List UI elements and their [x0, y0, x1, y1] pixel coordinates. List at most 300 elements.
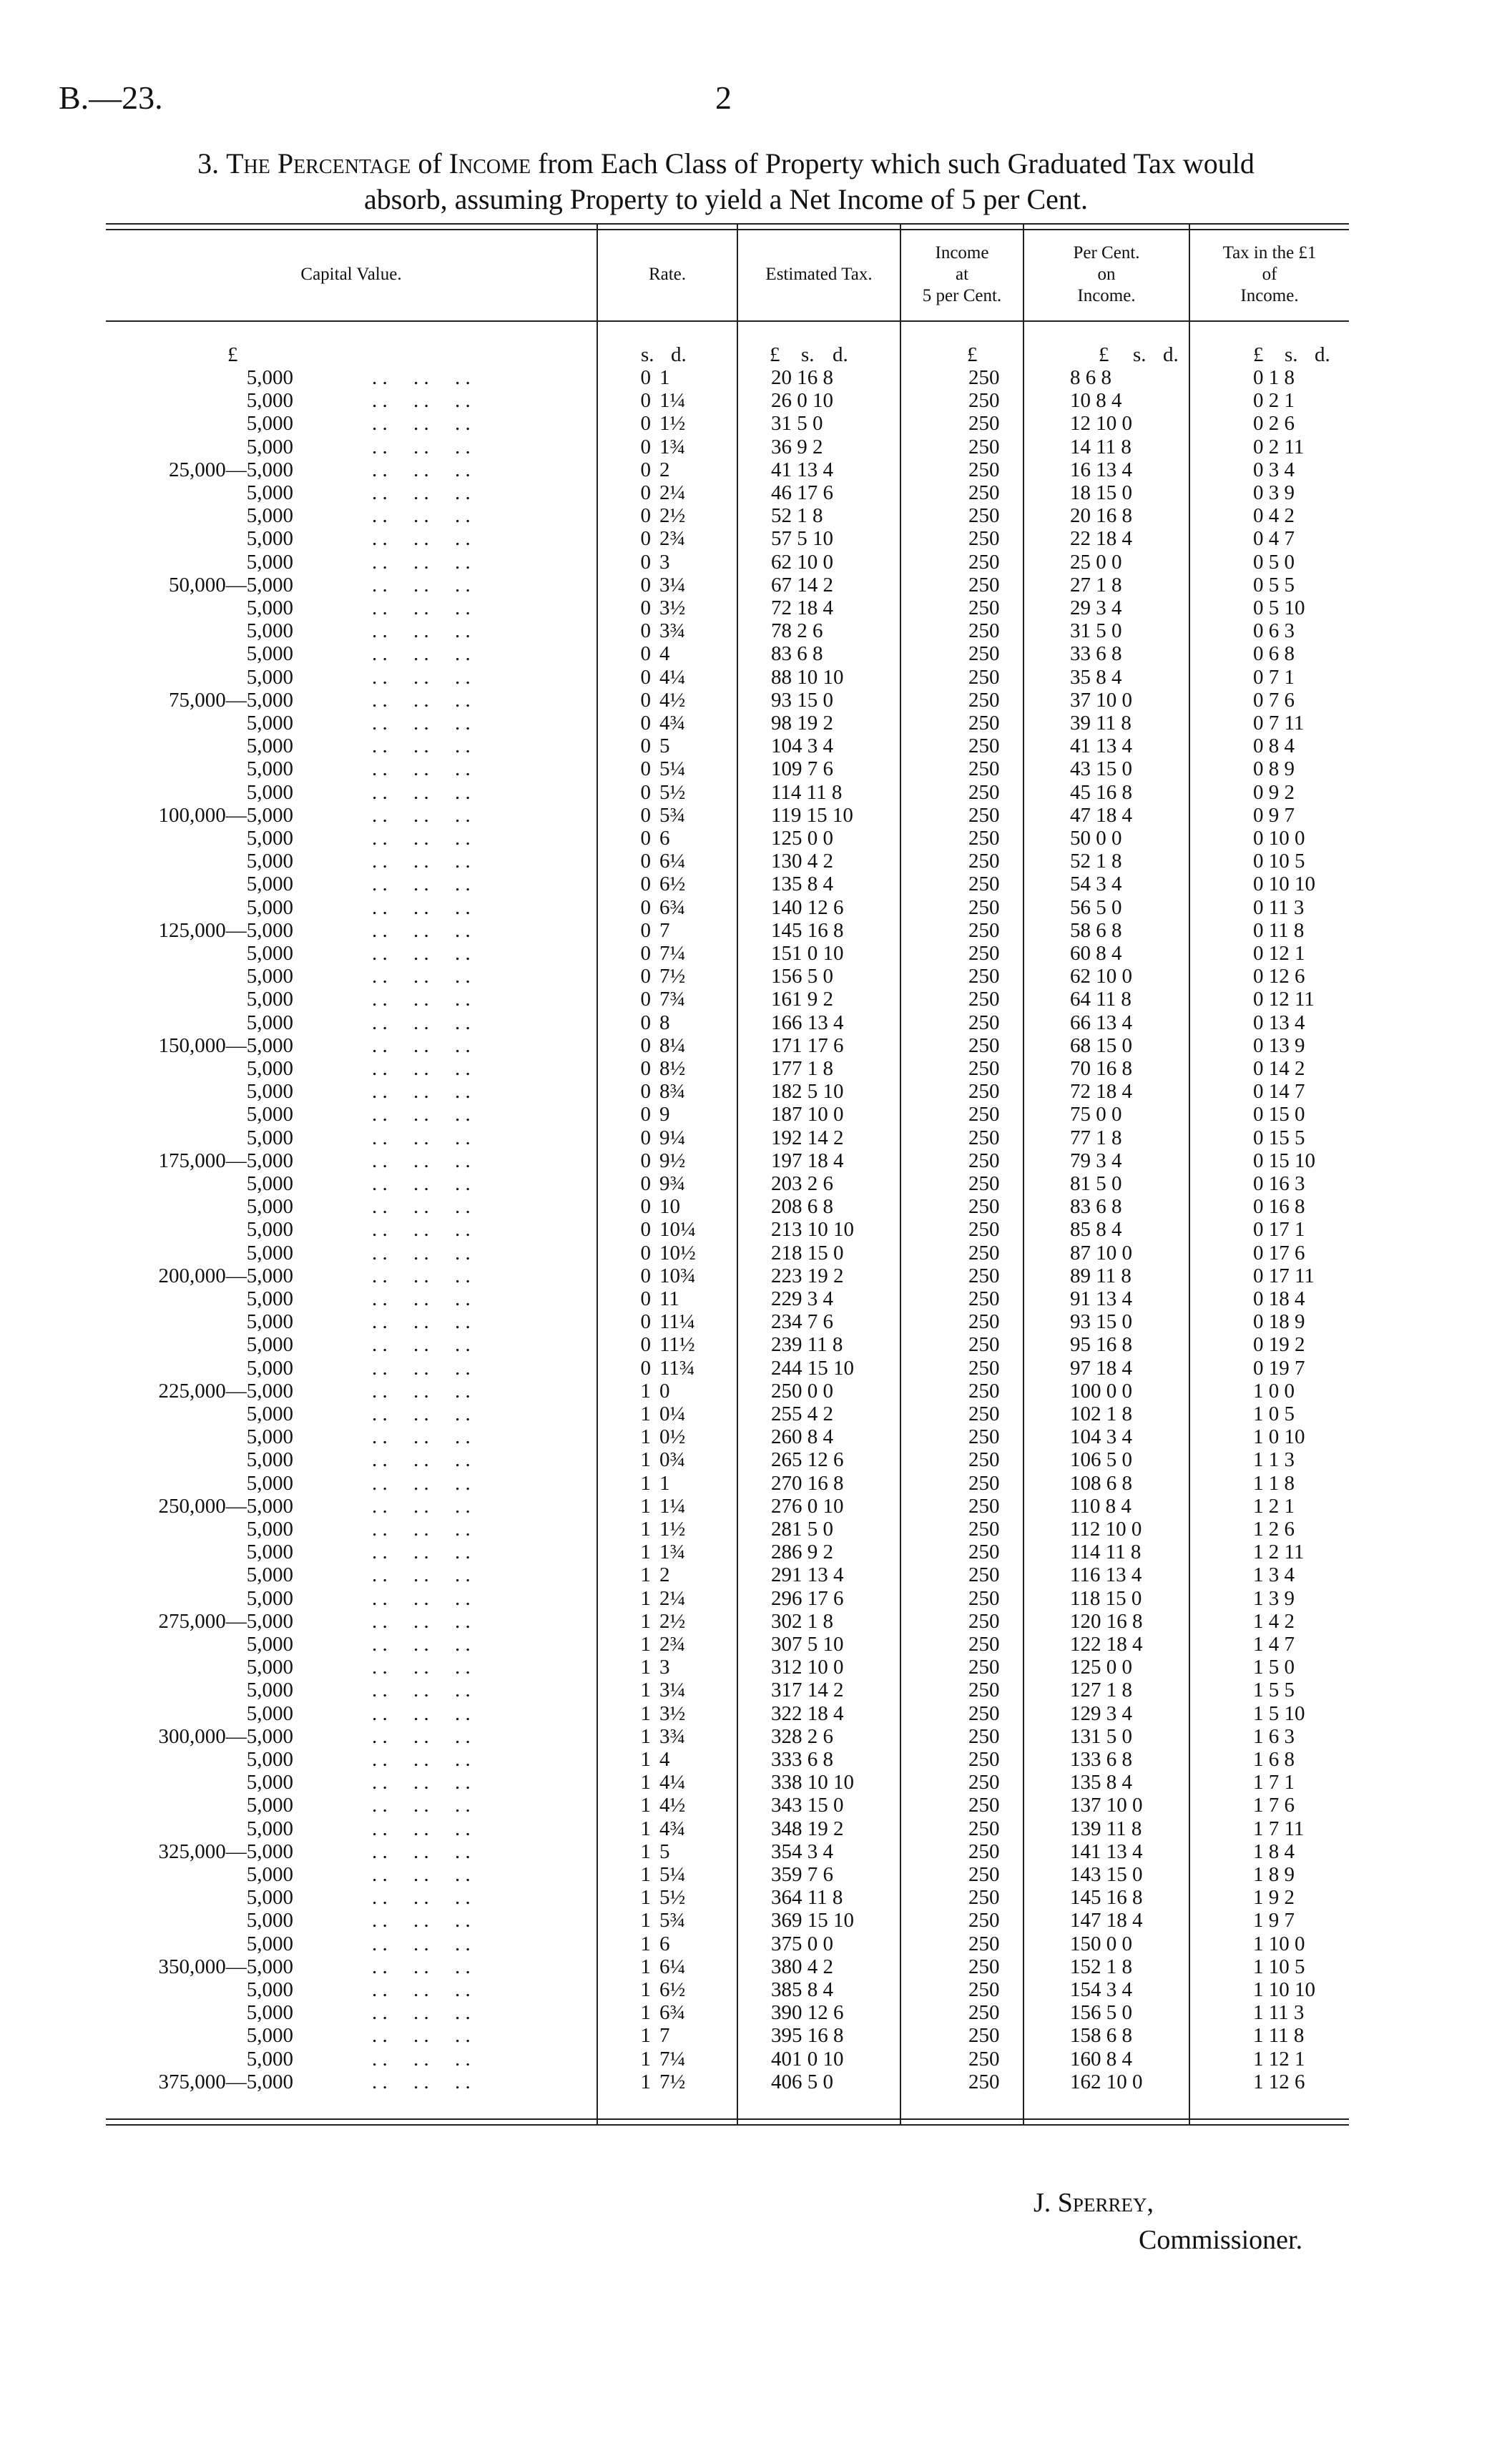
rate-shillings: 0 [640, 1172, 651, 1195]
capital-value: 5,000 [246, 1057, 293, 1080]
unit-tax-l: £ [770, 343, 780, 366]
tax-in-pound: 0 17 11 [1253, 1264, 1315, 1287]
table-row [106, 1932, 1349, 1955]
estimated-tax: 229 3 4 [771, 1287, 833, 1310]
estimated-tax: 203 2 6 [771, 1172, 833, 1195]
income-value: 250 [968, 527, 1000, 551]
rate-shillings: 0 [640, 1011, 651, 1034]
income-value: 250 [968, 550, 1000, 574]
table-row [106, 1587, 1349, 1610]
tax-in-pound: 1 10 0 [1253, 1932, 1305, 1955]
income-value: 250 [968, 366, 1000, 389]
rate-pence: 5½ [659, 1886, 686, 1910]
estimated-tax: 369 15 10 [771, 1909, 854, 1932]
income-value: 250 [968, 596, 1000, 619]
title-word-of: of [418, 147, 442, 180]
table-row [106, 1518, 1349, 1541]
rate-pence: 1¾ [659, 435, 686, 458]
unit-tax-s: s. [801, 343, 815, 366]
capital-value: 5,000 [246, 1563, 293, 1587]
table-row [106, 1563, 1349, 1586]
rate-pence: 11¾ [659, 1356, 695, 1380]
rate-shillings: 1 [640, 1448, 651, 1472]
rate-shillings: 0 [640, 850, 651, 873]
leader-dots: . . . . . . [372, 527, 471, 551]
table-row [106, 551, 1349, 574]
table-bottom-rule [106, 2118, 1349, 2120]
leader-dots: . . . . . . [372, 1471, 471, 1495]
leader-dots: . . . . . . [372, 1656, 471, 1679]
estimated-tax: 348 19 2 [771, 1817, 844, 1840]
estimated-tax: 93 15 0 [771, 688, 833, 712]
income-value: 250 [968, 2047, 1000, 2071]
capital-value: 5,000 [246, 1195, 293, 1219]
per-cent-on-income: 45 16 8 [1070, 780, 1132, 804]
tax-table [106, 223, 1349, 2124]
capital-value: 50,000—5,000 [169, 573, 293, 596]
per-cent-on-income: 152 1 8 [1070, 1955, 1132, 1978]
rate-shillings: 1 [640, 1679, 651, 1702]
leader-dots: . . . . . . [372, 1609, 471, 1633]
header-income-line-1: Income [935, 243, 989, 262]
leader-dots: . . . . . . [372, 712, 471, 735]
income-value: 250 [968, 1518, 1000, 1541]
per-cent-on-income: 87 10 0 [1070, 1241, 1132, 1264]
per-cent-on-income: 12 10 0 [1070, 412, 1132, 436]
title-word-income: Income [448, 147, 531, 180]
per-cent-on-income: 54 3 4 [1070, 873, 1122, 896]
table-row [106, 1495, 1349, 1518]
capital-value: 125,000—5,000 [158, 918, 293, 942]
tax-in-pound: 0 8 4 [1253, 735, 1295, 758]
leader-dots: . . . . . . [372, 389, 471, 413]
leader-dots: . . . . . . [372, 1978, 471, 2001]
leader-dots: . . . . . . [372, 1541, 471, 1564]
tax-in-pound: 0 9 7 [1253, 803, 1295, 827]
income-value: 250 [968, 619, 1000, 643]
header-per-cent [1024, 229, 1189, 320]
capital-value: 5,000 [246, 435, 293, 458]
estimated-tax: 328 2 6 [771, 1724, 833, 1748]
leader-dots: . . . . . . [372, 1356, 471, 1380]
per-cent-on-income: 22 18 4 [1070, 527, 1132, 551]
estimated-tax: 171 17 6 [771, 1033, 844, 1057]
capital-value: 200,000—5,000 [158, 1264, 293, 1287]
income-value: 250 [968, 1287, 1000, 1310]
unit-pound-d: d. [1315, 343, 1330, 366]
income-value: 250 [968, 389, 1000, 413]
income-value: 250 [968, 1126, 1000, 1149]
rate-shillings: 1 [640, 2001, 651, 2025]
title-rest: from Each Class of Property which such Graduated Tax would [538, 147, 1255, 180]
header-per-cent-line-1: Per Cent. [1073, 243, 1140, 262]
income-value: 250 [968, 895, 1000, 919]
unit-pound-l: £ [1253, 343, 1264, 366]
per-cent-on-income: 20 16 8 [1070, 504, 1132, 528]
signature-role: Commissioner. [1139, 2225, 1303, 2255]
tax-in-pound: 1 12 1 [1253, 2047, 1305, 2071]
rate-shillings: 0 [640, 688, 651, 712]
tax-in-pound: 0 4 2 [1253, 504, 1295, 528]
rate-pence: 7½ [659, 965, 686, 988]
rate-pence: 10 [659, 1195, 680, 1219]
estimated-tax: 260 8 4 [771, 1425, 833, 1449]
rate-pence: 8 [659, 1011, 670, 1034]
capital-value: 5,000 [246, 942, 293, 965]
leader-dots: . . . . . . [372, 1563, 471, 1587]
income-value: 250 [968, 1195, 1000, 1219]
rate-shillings: 0 [640, 1149, 651, 1172]
estimated-tax: 88 10 10 [771, 665, 844, 689]
rate-shillings: 0 [640, 1057, 651, 1080]
per-cent-on-income: 68 15 0 [1070, 1033, 1132, 1057]
rate-shillings: 1 [640, 1748, 651, 1771]
tax-in-pound: 1 9 7 [1253, 1909, 1295, 1932]
income-value: 250 [968, 1379, 1000, 1403]
tax-in-pound: 1 1 8 [1253, 1471, 1295, 1495]
capital-value: 5,000 [246, 1218, 293, 1242]
rate-shillings: 0 [640, 366, 651, 389]
rate-shillings: 0 [640, 527, 651, 551]
capital-value: 175,000—5,000 [158, 1149, 293, 1172]
leader-dots: . . . . . . [372, 1264, 471, 1287]
income-value: 250 [968, 1932, 1000, 1955]
table-row [106, 1909, 1349, 1932]
income-value: 250 [968, 780, 1000, 804]
income-value: 250 [968, 850, 1000, 873]
capital-value: 5,000 [246, 850, 293, 873]
rate-pence: 5¾ [659, 803, 686, 827]
estimated-tax: 338 10 10 [771, 1771, 854, 1794]
capital-value: 5,000 [246, 873, 293, 896]
per-cent-on-income: 137 10 0 [1070, 1794, 1143, 1817]
leader-dots: . . . . . . [372, 895, 471, 919]
income-value: 250 [968, 1955, 1000, 1978]
per-cent-on-income: 85 8 4 [1070, 1218, 1122, 1242]
rate-pence: 4¼ [659, 665, 686, 689]
leader-dots: . . . . . . [372, 481, 471, 504]
table-row [106, 1955, 1349, 1978]
per-cent-on-income: 127 1 8 [1070, 1679, 1132, 1702]
per-cent-on-income: 83 6 8 [1070, 1195, 1122, 1219]
leader-dots: . . . . . . [372, 573, 471, 596]
tax-in-pound: 0 17 6 [1253, 1241, 1305, 1264]
rate-pence: 3¼ [659, 1679, 686, 1702]
table-row [106, 1057, 1349, 1080]
capital-value: 5,000 [246, 1172, 293, 1195]
estimated-tax: 140 12 6 [771, 895, 844, 919]
capital-value: 300,000—5,000 [158, 1724, 293, 1748]
capital-value: 5,000 [246, 1909, 293, 1932]
leader-dots: . . . . . . [372, 1218, 471, 1242]
per-cent-on-income: 122 18 4 [1070, 1633, 1143, 1656]
income-value: 250 [968, 1909, 1000, 1932]
leader-dots: . . . . . . [372, 1909, 471, 1932]
income-value: 250 [968, 2024, 1000, 2048]
income-value: 250 [968, 1794, 1000, 1817]
leader-dots: . . . . . . [372, 2047, 471, 2071]
table-row [106, 1817, 1349, 1840]
table-row [106, 1840, 1349, 1863]
title-line-2: absorb, assuming Property to yield a Net Income of 5 per Cent. [364, 183, 1088, 215]
leader-dots: . . . . . . [372, 665, 471, 689]
tax-in-pound: 1 12 6 [1253, 2070, 1305, 2093]
tax-in-pound: 0 10 0 [1253, 827, 1305, 850]
tax-in-pound: 0 16 8 [1253, 1195, 1305, 1219]
per-cent-on-income: 145 16 8 [1070, 1886, 1143, 1910]
tax-in-pound: 0 6 8 [1253, 642, 1295, 666]
unit-rate-s: s. [641, 343, 654, 366]
rate-pence: 3 [659, 550, 670, 574]
leader-dots: . . . . . . [372, 988, 471, 1011]
table-row [106, 1541, 1349, 1563]
rate-shillings: 1 [640, 1656, 651, 1679]
per-cent-on-income: 37 10 0 [1070, 688, 1132, 712]
tax-in-pound: 0 11 8 [1253, 918, 1305, 942]
rate-shillings: 1 [640, 1794, 651, 1817]
capital-value: 75,000—5,000 [169, 688, 293, 712]
per-cent-on-income: 106 5 0 [1070, 1448, 1132, 1472]
rate-shillings: 0 [640, 1287, 651, 1310]
estimated-tax: 395 16 8 [771, 2024, 844, 2048]
estimated-tax: 218 15 0 [771, 1241, 844, 1264]
capital-value: 5,000 [246, 1701, 293, 1725]
leader-dots: . . . . . . [372, 827, 471, 850]
per-cent-on-income: 25 0 0 [1070, 550, 1122, 574]
per-cent-on-income: 62 10 0 [1070, 965, 1132, 988]
rate-shillings: 1 [640, 1609, 651, 1633]
per-cent-on-income: 133 6 8 [1070, 1748, 1132, 1771]
capital-value: 5,000 [246, 1541, 293, 1564]
income-value: 250 [968, 1149, 1000, 1172]
table-row [106, 712, 1349, 735]
tax-in-pound: 1 9 2 [1253, 1886, 1295, 1910]
leader-dots: . . . . . . [372, 1748, 471, 1771]
tax-in-pound: 1 7 6 [1253, 1794, 1295, 1817]
table-row [106, 1149, 1349, 1172]
estimated-tax: 322 18 4 [771, 1701, 844, 1725]
leader-dots: . . . . . . [372, 1724, 471, 1748]
per-cent-on-income: 35 8 4 [1070, 665, 1122, 689]
estimated-tax: 354 3 4 [771, 1840, 833, 1863]
capital-value: 350,000—5,000 [158, 1955, 293, 1978]
leader-dots: . . . . . . [372, 1448, 471, 1472]
rate-pence: 5½ [659, 780, 686, 804]
table-row [106, 1702, 1349, 1725]
per-cent-on-income: 64 11 8 [1070, 988, 1131, 1011]
capital-value: 5,000 [246, 827, 293, 850]
rate-shillings: 0 [640, 596, 651, 619]
rate-shillings: 1 [640, 1541, 651, 1564]
capital-value: 5,000 [246, 1817, 293, 1840]
tax-in-pound: 1 7 11 [1253, 1817, 1305, 1840]
rate-pence: 2½ [659, 504, 686, 528]
estimated-tax: 98 19 2 [771, 712, 833, 735]
estimated-tax: 78 2 6 [771, 619, 823, 643]
rate-pence: 0¼ [659, 1403, 686, 1425]
estimated-tax: 197 18 4 [771, 1149, 844, 1172]
capital-value: 100,000—5,000 [158, 803, 293, 827]
leader-dots: . . . . . . [372, 1771, 471, 1794]
tax-in-pound: 0 14 7 [1253, 1080, 1305, 1104]
rate-pence: 7¾ [659, 988, 686, 1011]
tax-in-pound: 1 5 0 [1253, 1656, 1295, 1679]
rate-shillings: 0 [640, 642, 651, 666]
estimated-tax: 192 14 2 [771, 1126, 844, 1149]
leader-dots: . . . . . . [372, 1840, 471, 1863]
rate-pence: 2¾ [659, 527, 686, 551]
tax-in-pound: 0 15 0 [1253, 1103, 1305, 1126]
estimated-tax: 31 5 0 [771, 412, 823, 436]
per-cent-on-income: 72 18 4 [1070, 1080, 1132, 1104]
rate-pence: 8½ [659, 1057, 686, 1080]
income-value: 250 [968, 573, 1000, 596]
capital-value: 5,000 [246, 712, 293, 735]
capital-value: 5,000 [246, 1863, 293, 1886]
rate-shillings: 0 [640, 1195, 651, 1219]
rate-shillings: 1 [640, 1563, 651, 1587]
capital-value: 5,000 [246, 1287, 293, 1310]
rate-pence: 9¾ [659, 1172, 686, 1195]
tax-in-pound: 0 5 5 [1253, 573, 1295, 596]
table-row [106, 781, 1349, 804]
rate-pence: 11 [659, 1287, 679, 1310]
tax-in-pound: 1 8 4 [1253, 1840, 1295, 1863]
leader-dots: . . . . . . [372, 965, 471, 988]
header-income-line-2: at [955, 265, 969, 284]
income-value: 250 [968, 1633, 1000, 1656]
leader-dots: . . . . . . [372, 942, 471, 965]
capital-value: 5,000 [246, 642, 293, 666]
tax-in-pound: 0 17 1 [1253, 1218, 1305, 1242]
capital-value: 5,000 [246, 895, 293, 919]
leader-dots: . . . . . . [372, 873, 471, 896]
leader-dots: . . . . . . [372, 1863, 471, 1886]
capital-value: 5,000 [246, 1310, 293, 1334]
unit-tax-d: d. [833, 343, 848, 366]
leader-dots: . . . . . . [372, 596, 471, 619]
capital-value: 5,000 [246, 1356, 293, 1380]
table-row [106, 1403, 1349, 1425]
tax-in-pound: 0 2 11 [1253, 435, 1305, 458]
per-cent-on-income: 16 13 4 [1070, 458, 1132, 481]
capital-value: 325,000—5,000 [158, 1840, 293, 1863]
rate-shillings: 1 [640, 1633, 651, 1656]
tax-in-pound: 0 12 11 [1253, 988, 1315, 1011]
income-value: 250 [968, 435, 1000, 458]
rate-shillings: 0 [640, 873, 651, 896]
estimated-tax: 109 7 6 [771, 757, 833, 781]
rate-pence: 10¼ [659, 1218, 696, 1242]
rate-shillings: 1 [640, 1379, 651, 1403]
leader-dots: . . . . . . [372, 2070, 471, 2093]
estimated-tax: 114 11 8 [771, 780, 843, 804]
capital-value: 5,000 [246, 1586, 293, 1610]
income-value: 250 [968, 1541, 1000, 1564]
rate-pence: 1½ [659, 1518, 686, 1541]
tax-in-pound: 1 8 9 [1253, 1863, 1295, 1886]
estimated-tax: 390 12 6 [771, 2001, 844, 2025]
tax-in-pound: 0 7 6 [1253, 688, 1295, 712]
per-cent-on-income: 41 13 4 [1070, 735, 1132, 758]
tax-in-pound: 0 7 1 [1253, 665, 1295, 689]
unit-rate-d: d. [671, 343, 687, 366]
leader-dots: . . . . . . [372, 1932, 471, 1955]
title-word-the: The [226, 147, 270, 180]
per-cent-on-income: 97 18 4 [1070, 1356, 1132, 1380]
estimated-tax: 234 7 6 [771, 1310, 833, 1334]
capital-value: 5,000 [246, 1103, 293, 1126]
rate-pence: 6¾ [659, 895, 686, 919]
table-row [106, 1679, 1349, 1701]
income-value: 250 [968, 458, 1000, 481]
table-bottom-rule-outer [106, 2124, 1349, 2126]
rate-shillings: 1 [640, 1425, 651, 1449]
income-value: 250 [968, 1448, 1000, 1472]
per-cent-on-income: 70 16 8 [1070, 1057, 1132, 1080]
tax-in-pound: 1 6 3 [1253, 1724, 1295, 1748]
rate-shillings: 0 [640, 803, 651, 827]
estimated-tax: 406 5 0 [771, 2070, 833, 2093]
capital-value: 250,000—5,000 [158, 1494, 293, 1518]
per-cent-on-income: 66 13 4 [1070, 1011, 1132, 1034]
estimated-tax: 208 6 8 [771, 1195, 833, 1219]
leader-dots: . . . . . . [372, 735, 471, 758]
rate-pence: 7½ [659, 2070, 686, 2093]
rate-shillings: 0 [640, 458, 651, 481]
capital-value: 225,000—5,000 [158, 1379, 293, 1403]
capital-value: 5,000 [246, 1403, 293, 1425]
income-value: 250 [968, 1356, 1000, 1380]
rate-shillings: 0 [640, 619, 651, 643]
rate-pence: 9½ [659, 1149, 686, 1172]
table-row [106, 1748, 1349, 1771]
rate-shillings: 1 [640, 1771, 651, 1794]
income-value: 250 [968, 1080, 1000, 1104]
per-cent-on-income: 139 11 8 [1070, 1817, 1142, 1840]
tax-in-pound: 1 2 6 [1253, 1518, 1295, 1541]
rate-shillings: 0 [640, 550, 651, 574]
table-row [106, 1310, 1349, 1333]
rate-pence: 1 [659, 366, 670, 389]
rate-pence: 5¼ [659, 757, 686, 781]
rate-shillings: 0 [640, 1218, 651, 1242]
estimated-tax: 36 9 2 [771, 435, 823, 458]
estimated-tax: 46 17 6 [771, 481, 833, 504]
tax-in-pound: 0 12 6 [1253, 965, 1305, 988]
per-cent-on-income: 10 8 4 [1070, 389, 1122, 413]
capital-value: 5,000 [246, 1425, 293, 1449]
rate-shillings: 0 [640, 965, 651, 988]
header-tax-in-pound [1190, 229, 1349, 320]
tax-in-pound: 0 12 1 [1253, 942, 1305, 965]
tax-in-pound: 0 19 2 [1253, 1333, 1305, 1357]
tax-in-pound: 0 10 10 [1253, 873, 1315, 896]
per-cent-on-income: 150 0 0 [1070, 1932, 1132, 1955]
table-row [106, 1978, 1349, 2001]
table-row [106, 1034, 1349, 1057]
capital-value: 5,000 [246, 735, 293, 758]
unit-pct-l: £ [1099, 343, 1109, 366]
per-cent-on-income: 125 0 0 [1070, 1656, 1132, 1679]
income-value: 250 [968, 504, 1000, 528]
table-row [106, 1725, 1349, 1748]
per-cent-on-income: 8 6 8 [1070, 366, 1111, 389]
leader-dots: . . . . . . [372, 458, 471, 481]
rate-pence: 9¼ [659, 1126, 686, 1149]
income-value: 250 [968, 1241, 1000, 1264]
per-cent-on-income: 120 16 8 [1070, 1609, 1143, 1633]
